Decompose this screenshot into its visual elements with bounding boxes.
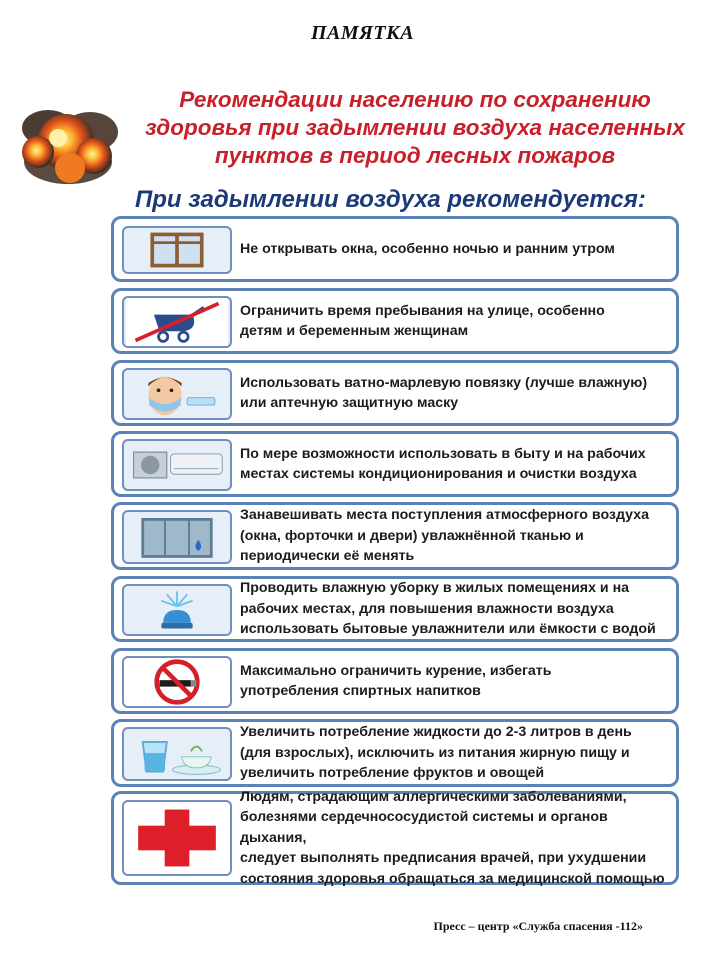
subheading: При задымлении воздуха рекомендуется:	[135, 186, 646, 213]
red-cross-icon	[122, 800, 232, 876]
recommendation-card	[111, 216, 679, 282]
headline-line: пунктов в период лесных пожаров	[214, 143, 616, 168]
recommendation-text: Занавешивать места поступления атмосферного воздуха (окна, форточки и двери) увлажнённой тканью и периодически её менять	[240, 507, 649, 565]
recommendation-text: Людям, страдающим аллергическими заболеваниями, болезнями сердечнососудистой системы и органов дыхания, следует выполнять предписания врачей, при ухудшении состояния здоровья обращаться за медицинской помощью	[240, 788, 665, 887]
footer-credit: Пресс – центр «Служба спасения -112»	[433, 919, 643, 933]
recommendation-text: По мере возможности использовать в быту и на рабочих местах системы кондиционирования и очистки воздуха	[240, 445, 646, 482]
recommendation-card	[111, 431, 679, 497]
recommendation-card	[111, 648, 679, 714]
recommendation-text: Использовать ватно-марлевую повязку (лучше влажную) или аптечную защитную маску	[240, 374, 648, 411]
recommendation-text: Максимально ограничить курение, избегать употребления спиртных напитков	[240, 662, 552, 699]
recommendation-text: Проводить влажную уборку в жилых помещениях и на рабочих местах, для повышения влажности воздуха использовать бытовые увлажнители или ёмкости с водой	[240, 580, 656, 638]
recommendation-card	[111, 788, 679, 887]
air-conditioner-icon	[122, 439, 232, 491]
window-icon	[122, 226, 232, 274]
recommendation-card	[111, 576, 679, 642]
recommendation-text: Увеличить потребление жидкости до 2-3 литров в день (для взрослых), исключить из питания жирную пищу и увеличить потребление фруктов и овощей	[240, 724, 632, 782]
no-smoking-icon	[122, 656, 232, 708]
crossed-stroller-icon	[122, 296, 232, 348]
headline-line: Рекомендации населению по сохранению	[179, 87, 651, 112]
recommendation-text: Ограничить время пребывания на улице, особенно детям и беременным женщинам	[240, 302, 605, 339]
recommendation-card	[111, 719, 679, 787]
recommendation-card	[111, 360, 679, 426]
recommendation-card	[111, 288, 679, 354]
wet-curtain-window-icon	[122, 510, 232, 564]
humidifier-icon	[122, 584, 232, 636]
headline	[120, 86, 710, 170]
recommendation-text: Не открывать окна, особенно ночью и ранним утром	[240, 240, 615, 257]
explosion-icon	[8, 98, 128, 194]
water-and-tea-icon	[122, 727, 232, 781]
face-mask-icon	[122, 368, 232, 420]
headline-line: здоровья при задымлении воздуха населенных	[145, 115, 685, 140]
document-title: ПАМЯТКА	[310, 22, 415, 44]
recommendation-card	[111, 502, 679, 570]
